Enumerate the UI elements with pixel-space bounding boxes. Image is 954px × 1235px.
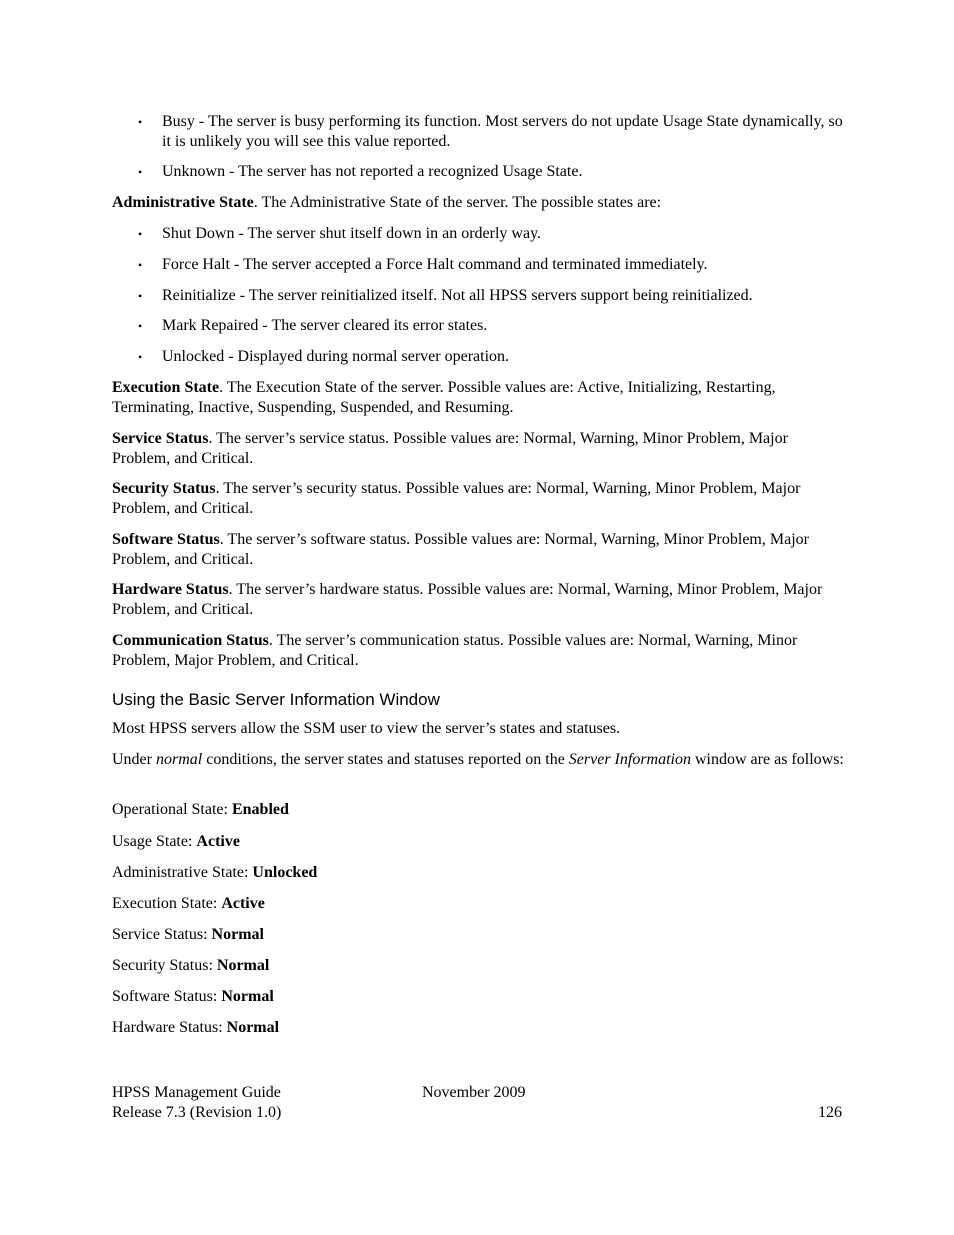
normal-value-row <box>112 1018 844 1038</box>
definition-communication-status <box>112 631 844 671</box>
emphasis-normal: normal <box>155 751 203 768</box>
normal-value-row <box>112 987 844 1007</box>
definition-hardware-status <box>112 580 844 620</box>
definition-desc: . The server’s hardware status. Possible values are: Normal, Warning, Minor Problem, Major Problem, and Critical. <box>112 581 823 618</box>
definition-execution-state <box>112 378 844 418</box>
bullet-text: Reinitialize - The server reinitialized itself. Not all HPSS servers support being reinitialized. <box>162 287 753 304</box>
state-label: Hardware Status: <box>112 1019 227 1036</box>
page-number: 126 <box>818 1104 842 1121</box>
normal-conditions-paragraph: Under normal conditions, the server states and statuses reported on the Server Information window are as follows: <box>112 751 844 768</box>
definition-term: Service Status <box>112 430 209 447</box>
definition-term: Communication Status <box>112 632 269 649</box>
state-label: Administrative State: <box>112 864 253 881</box>
bullet-marker: • <box>138 319 143 333</box>
definition-software-status <box>112 530 844 570</box>
bullet-marker: • <box>138 165 143 179</box>
state-label: Security Status: <box>112 957 217 974</box>
definition-security-status <box>112 479 844 519</box>
state-label: Usage State: <box>112 833 197 850</box>
definition-term: Software Status <box>112 531 220 548</box>
bullet-text: Unknown - The server has not reported a recognized Usage State. <box>162 163 583 180</box>
list-item <box>138 112 844 152</box>
state-value: Active <box>221 895 265 912</box>
state-value: Normal <box>211 926 264 943</box>
bullet-marker: • <box>138 227 143 241</box>
state-value: Unlocked <box>252 864 318 881</box>
definition-desc: . The server’s communication status. Possible values are: Normal, Warning, Minor Problem, Major Problem, and Critical. <box>112 632 798 669</box>
footer-release: Release 7.3 (Revision 1.0) <box>112 1104 282 1121</box>
bullet-text: Busy - The server is busy performing its function. Most servers do not update Usage State dynamically, so it is unlikely you will see this value reported. <box>162 113 843 150</box>
normal-value-row <box>112 894 844 914</box>
list-item <box>138 347 844 367</box>
footer-title: HPSS Management Guide <box>112 1084 281 1101</box>
state-label: Execution State: <box>112 895 222 912</box>
definition-desc: . The server’s software status. Possible values are: Normal, Warning, Minor Problem, Major Problem, and Critical. <box>112 531 809 568</box>
definition-term: Hardware Status <box>112 581 229 598</box>
state-value: Active <box>196 833 240 850</box>
intro-paragraph: Most HPSS servers allow the SSM user to view the server’s states and statuses. <box>112 720 621 737</box>
normal-value-row <box>112 832 844 852</box>
definition-desc: . The server’s service status. Possible values are: Normal, Warning, Minor Problem, Major Problem, and Critical. <box>112 430 788 467</box>
list-item <box>138 162 844 182</box>
normal-value-row <box>112 925 844 945</box>
bullet-text: Unlocked - Displayed during normal server operation. <box>162 348 510 365</box>
bullet-text: Force Halt - The server accepted a Force Halt command and terminated immediately. <box>162 256 708 273</box>
bullet-text: Shut Down - The server shut itself down in an orderly way. <box>162 225 542 242</box>
definition-term: Security Status <box>112 480 216 497</box>
state-value: Normal <box>216 957 270 974</box>
list-item <box>138 255 844 275</box>
state-label: Software Status: <box>112 988 222 1005</box>
definition-term: Execution State <box>112 379 220 396</box>
list-item <box>138 316 844 336</box>
list-item <box>138 286 844 306</box>
definition-service-status <box>112 429 844 469</box>
normal-value-row <box>112 863 844 883</box>
section-heading: Using the Basic Server Information Window <box>112 690 440 709</box>
emphasis-window-name: Server Information <box>568 751 691 768</box>
definition-term: Administrative State <box>112 194 254 211</box>
definition-desc: . The server’s security status. Possible values are: Normal, Warning, Minor Problem, Major Problem, and Critical. <box>112 480 801 517</box>
state-label: Operational State: <box>112 801 232 818</box>
bullet-marker: • <box>138 115 143 129</box>
bullet-marker: • <box>138 289 143 303</box>
state-label: Service Status: <box>112 926 212 943</box>
normal-value-row <box>112 956 844 976</box>
state-value: Enabled <box>231 801 289 818</box>
definition-desc: . The Execution State of the server. Possible values are: Active, Initializing, Restarting, Terminating, Inactive, Suspending, Suspended, and Resuming. <box>112 379 776 416</box>
definition-desc: . The Administrative State of the server. The possible states are: <box>253 194 662 211</box>
state-value: Normal <box>226 1019 280 1036</box>
normal-value-row <box>112 800 844 820</box>
state-value: Normal <box>221 988 274 1005</box>
footer-date: November 2009 <box>422 1084 526 1101</box>
bullet-marker: • <box>138 350 143 364</box>
bullet-text: Mark Repaired - The server cleared its error states. <box>162 317 488 334</box>
definition-administrative-state <box>112 193 844 213</box>
bullet-marker: • <box>138 258 143 272</box>
list-item <box>138 224 844 244</box>
